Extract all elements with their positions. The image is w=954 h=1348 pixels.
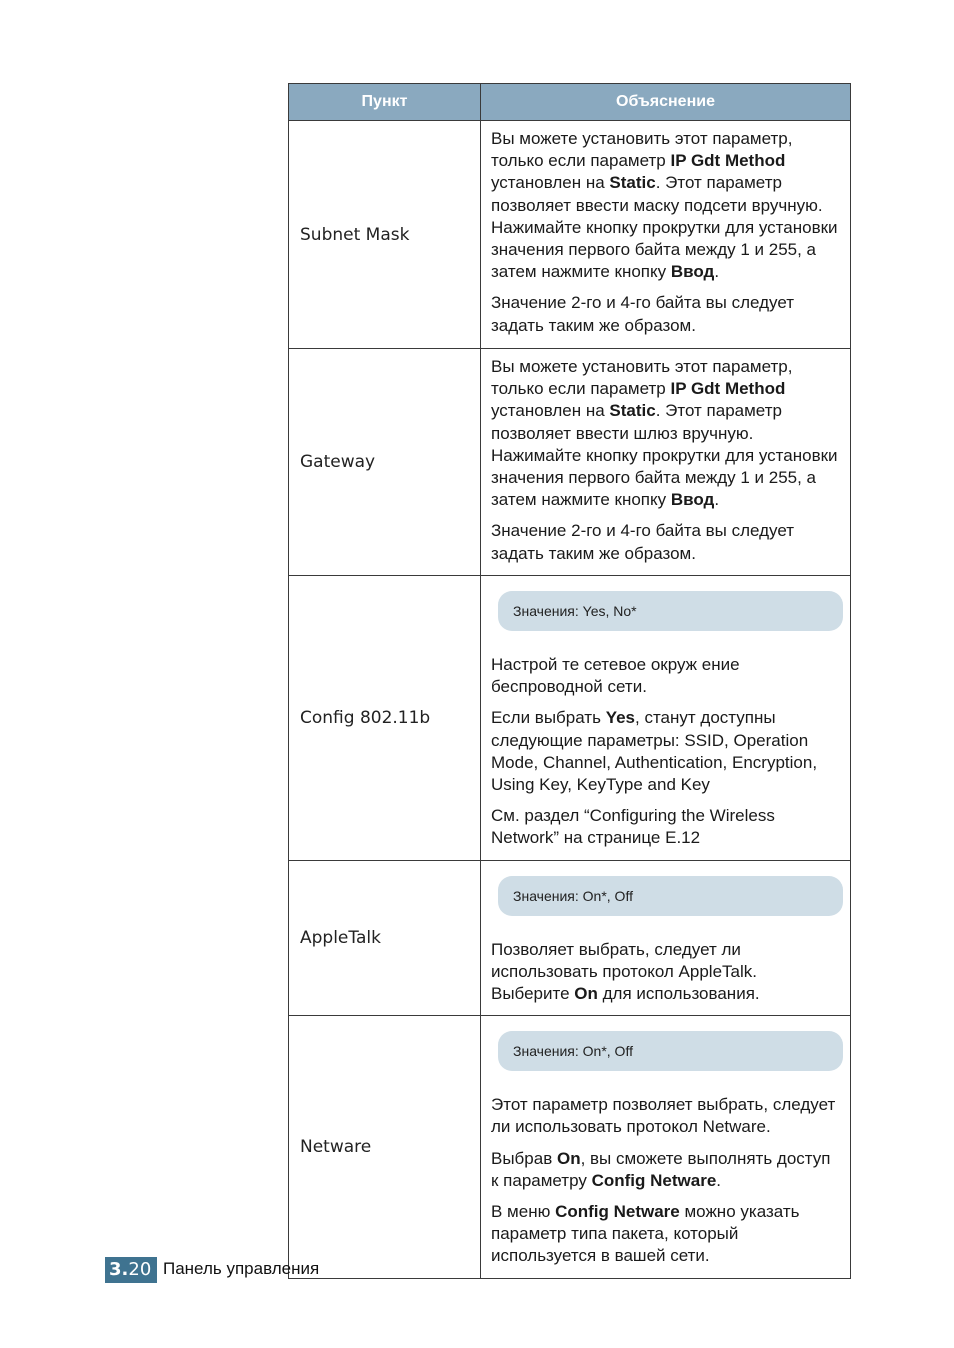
text-run: Выбрав (491, 1148, 557, 1168)
text-run: Позволяет выбрать, следует ли использовать протокол AppleTalk. Выберите (491, 939, 757, 1004)
text-run: Настрой те сетевое окруж ение беспроводной сети. (491, 655, 740, 697)
item-explanation (481, 576, 851, 861)
text-run: для использования. (597, 984, 760, 1004)
text-run: . (714, 490, 720, 510)
text-run: . Этот параметр позволяет ввести маску подсети вручную. Нажимайте кнопку прокрутки для установки значения первого байта между 1 и 255, а затем нажмите кнопку (491, 173, 838, 282)
text-run: В меню (491, 1202, 556, 1222)
explanation-paragraph (491, 805, 840, 849)
text-run: Вы можете установить этот параметр, только если параметр (491, 129, 793, 171)
values-callout: Значения: On*, Off (498, 876, 843, 916)
item-name: AppleTalk (289, 860, 481, 1016)
table-row (289, 349, 851, 576)
item-explanation (481, 860, 851, 1016)
table-row (289, 860, 851, 1016)
text-run: Этот параметр позволяет выбрать, следует ли использовать протокол Netware. (491, 1095, 836, 1137)
text-run: , станут доступны следующие параметры: SSID, Operation Mode, Channel, Authentication, Encryption, Using Key, KeyType and Key (491, 708, 818, 795)
item-name: Config 802.11b (289, 576, 481, 861)
text-run: установлен на (491, 173, 610, 193)
item-explanation (481, 121, 851, 349)
table-row (289, 121, 851, 349)
bold-term: Static (609, 401, 656, 421)
item-explanation (481, 1016, 851, 1278)
bold-term: Config Netware (591, 1170, 717, 1190)
values-callout: Значения: On*, Off (498, 1031, 843, 1071)
text-run: . (716, 1170, 722, 1190)
bold-term: On (574, 984, 598, 1004)
header-item: Пункт (289, 84, 481, 121)
explanation-paragraph (491, 939, 840, 1006)
bold-term: Yes (605, 708, 635, 728)
bold-term: Config Netware (555, 1202, 680, 1222)
settings-table (288, 83, 851, 1279)
text-run: Значение 2-го и 4-го байта вы следует задать таким же образом. (491, 521, 795, 563)
explanation-paragraph (491, 1148, 840, 1192)
bold-term: On (556, 1148, 581, 1168)
text-run: См. раздел “Configuring the Wireless Network” на странице E.12 (491, 806, 775, 848)
text-run: установлен на (491, 401, 610, 421)
item-name: Netware (289, 1016, 481, 1278)
explanation-paragraph (491, 654, 840, 698)
explanation-paragraph (491, 292, 840, 336)
explanation-paragraph (491, 356, 840, 511)
explanation-paragraph (491, 520, 840, 564)
table-header-row (289, 84, 851, 121)
explanation-paragraph (491, 707, 840, 796)
bold-term: Static (609, 173, 656, 193)
chapter-number: 3. (109, 1259, 129, 1280)
bold-term: Ввод (670, 490, 715, 510)
explanation-paragraph (491, 1201, 840, 1268)
text-run: можно указать параметр типа пакета, который используется в вашей сети. (491, 1202, 800, 1266)
values-callout: Значения: Yes, No* (498, 591, 843, 631)
page-number-badge (105, 1257, 157, 1283)
page-number: 20 (128, 1259, 152, 1280)
text-run: Значение 2-го и 4-го байта вы следует задать таким же образом. (491, 293, 795, 335)
table-row (289, 576, 851, 861)
bold-term: IP Gdt Method (670, 379, 786, 399)
text-run: , вы сможете выполнять доступ к параметру (491, 1148, 831, 1190)
text-run: . (714, 262, 720, 282)
text-run: Вы можете установить этот параметр, только если параметр (491, 357, 793, 399)
header-explanation: Объяснение (481, 84, 851, 121)
text-run: . Этот параметр позволяет ввести шлюз вручную. Нажимайте кнопку прокрутки для установки значения первого байта между 1 и 255, а затем нажмите кнопку (491, 401, 838, 510)
footer-chapter-title: Панель управления (163, 1259, 320, 1278)
bold-term: IP Gdt Method (670, 151, 786, 171)
item-explanation (481, 349, 851, 576)
table-row (289, 1016, 851, 1278)
explanation-paragraph (491, 1094, 840, 1138)
bold-term: Ввод (670, 262, 715, 282)
text-run: Если выбрать (491, 708, 606, 728)
item-name: Subnet Mask (289, 121, 481, 349)
explanation-paragraph (491, 128, 840, 283)
item-name: Gateway (289, 349, 481, 576)
